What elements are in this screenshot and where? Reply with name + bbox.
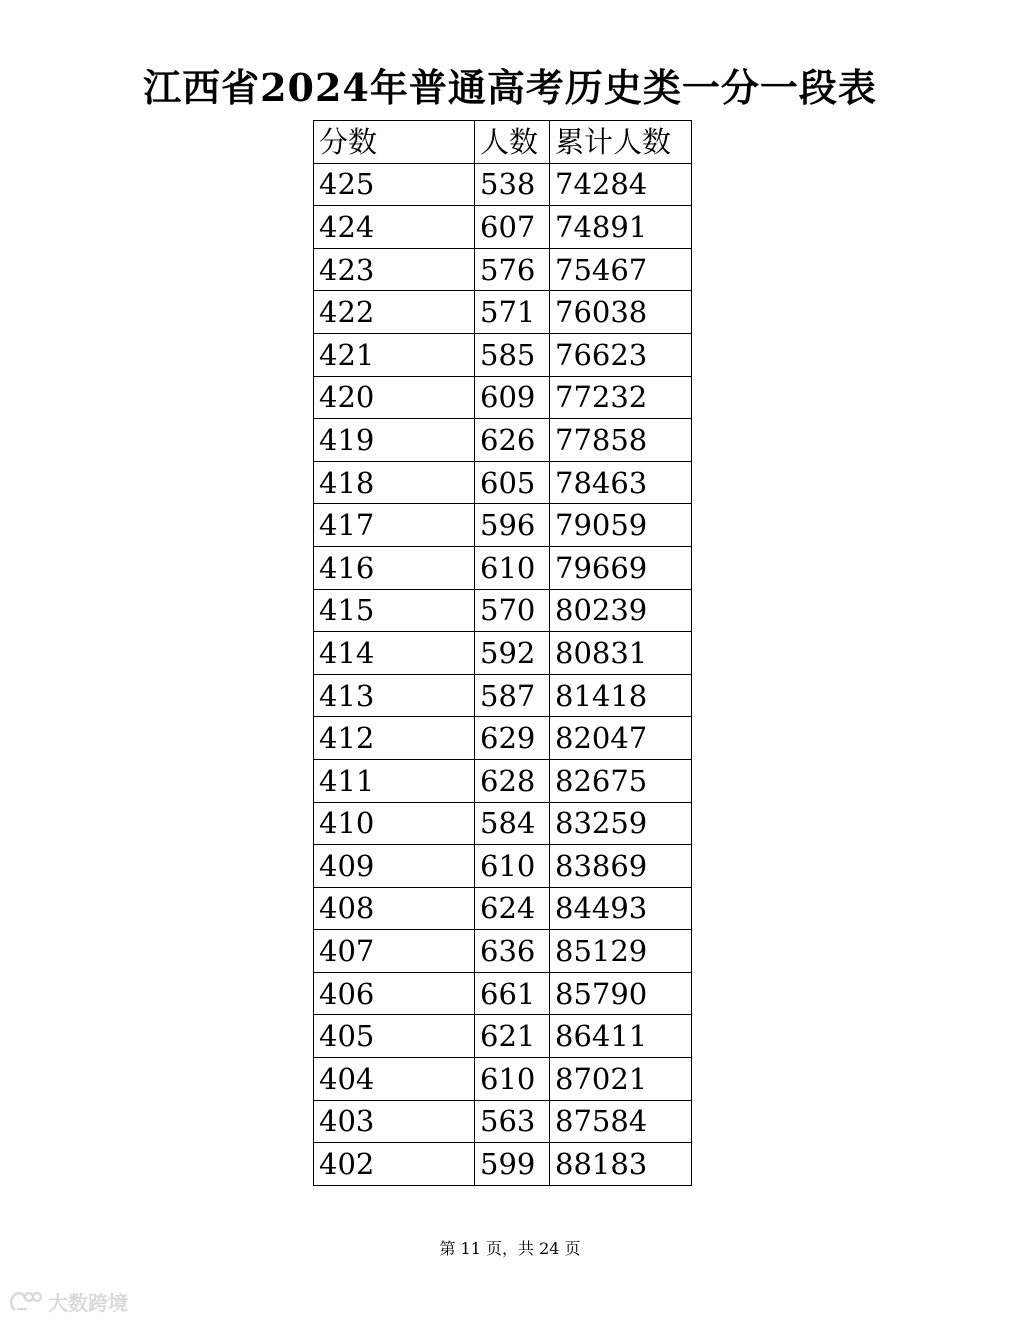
- cell-count: 661: [475, 972, 550, 1015]
- cell-cumulative: 88183: [550, 1143, 692, 1186]
- cell-cumulative: 74284: [550, 163, 692, 206]
- table-row: [314, 163, 692, 206]
- page-footer: 第 11 页，共 24 页: [439, 1239, 581, 1258]
- header-cumulative: 累计人数: [550, 121, 692, 164]
- cell-score: 413: [314, 674, 475, 717]
- table-body: [314, 163, 692, 1185]
- cell-count: 585: [475, 333, 550, 376]
- table-row: [314, 972, 692, 1015]
- cell-count: 636: [475, 930, 550, 973]
- cell-cumulative: 79669: [550, 546, 692, 589]
- cell-cumulative: 86411: [550, 1015, 692, 1058]
- cell-cumulative: 85790: [550, 972, 692, 1015]
- header-score: 分数: [314, 121, 475, 164]
- table-row: [314, 546, 692, 589]
- cell-cumulative: 77858: [550, 419, 692, 462]
- cell-count: 607: [475, 206, 550, 249]
- cell-count: 538: [475, 163, 550, 206]
- table-row: [314, 291, 692, 334]
- cell-score: 411: [314, 759, 475, 802]
- table-row: [314, 206, 692, 249]
- cell-cumulative: 75467: [550, 248, 692, 291]
- cell-score: 423: [314, 248, 475, 291]
- cell-score: 404: [314, 1058, 475, 1101]
- table-row: [314, 248, 692, 291]
- table-row: [314, 930, 692, 973]
- watermark: [8, 1287, 128, 1315]
- cell-cumulative: 80831: [550, 632, 692, 675]
- table-row: [314, 461, 692, 504]
- cell-score: 415: [314, 589, 475, 632]
- cell-cumulative: 79059: [550, 504, 692, 547]
- cell-score: 403: [314, 1100, 475, 1143]
- table-row: [314, 333, 692, 376]
- cell-count: 584: [475, 802, 550, 845]
- cell-score: 419: [314, 419, 475, 462]
- table-row: [314, 1015, 692, 1058]
- cell-score: 416: [314, 546, 475, 589]
- cell-cumulative: 82047: [550, 717, 692, 760]
- cell-cumulative: 80239: [550, 589, 692, 632]
- cell-count: 610: [475, 845, 550, 888]
- cell-count: 626: [475, 419, 550, 462]
- cell-score: 412: [314, 717, 475, 760]
- cell-count: 621: [475, 1015, 550, 1058]
- cell-score: 425: [314, 163, 475, 206]
- cell-count: 599: [475, 1143, 550, 1186]
- cell-cumulative: 76038: [550, 291, 692, 334]
- cell-score: 407: [314, 930, 475, 973]
- cell-count: 629: [475, 717, 550, 760]
- cell-count: 570: [475, 589, 550, 632]
- table-row: [314, 419, 692, 462]
- table-row: [314, 717, 692, 760]
- cell-count: 624: [475, 887, 550, 930]
- cell-cumulative: 83869: [550, 845, 692, 888]
- cell-cumulative: 87584: [550, 1100, 692, 1143]
- cell-score: 409: [314, 845, 475, 888]
- table-row: [314, 845, 692, 888]
- table-row: [314, 887, 692, 930]
- cell-cumulative: 78463: [550, 461, 692, 504]
- table-row: [314, 1058, 692, 1101]
- header-count: 人数: [475, 121, 550, 164]
- cell-count: 563: [475, 1100, 550, 1143]
- cell-score: 420: [314, 376, 475, 419]
- cell-score: 414: [314, 632, 475, 675]
- table-row: [314, 1100, 692, 1143]
- page-title: 江西省2024年普通高考历史类一分一段表: [143, 65, 877, 110]
- cell-score: 421: [314, 333, 475, 376]
- cell-count: 628: [475, 759, 550, 802]
- cell-score: 405: [314, 1015, 475, 1058]
- score-distribution-table: [313, 120, 692, 1186]
- cell-cumulative: 76623: [550, 333, 692, 376]
- cell-count: 605: [475, 461, 550, 504]
- watermark-text: 大数跨境: [48, 1290, 128, 1315]
- cell-count: 592: [475, 632, 550, 675]
- table-row: [314, 589, 692, 632]
- cell-count: 576: [475, 248, 550, 291]
- cell-score: 406: [314, 972, 475, 1015]
- cell-count: 609: [475, 376, 550, 419]
- table-header-row: [314, 121, 692, 164]
- cell-cumulative: 82675: [550, 759, 692, 802]
- cell-count: 610: [475, 546, 550, 589]
- cell-cumulative: 83259: [550, 802, 692, 845]
- cell-score: 422: [314, 291, 475, 334]
- watermark-logo-icon: [8, 1289, 44, 1313]
- cell-score: 402: [314, 1143, 475, 1186]
- cell-score: 424: [314, 206, 475, 249]
- table-row: [314, 376, 692, 419]
- table-row: [314, 802, 692, 845]
- cell-cumulative: 87021: [550, 1058, 692, 1101]
- cell-cumulative: 77232: [550, 376, 692, 419]
- cell-count: 596: [475, 504, 550, 547]
- cell-cumulative: 81418: [550, 674, 692, 717]
- cell-score: 408: [314, 887, 475, 930]
- table-row: [314, 1143, 692, 1186]
- cell-count: 571: [475, 291, 550, 334]
- cell-count: 610: [475, 1058, 550, 1101]
- table-row: [314, 504, 692, 547]
- table-row: [314, 759, 692, 802]
- table-row: [314, 674, 692, 717]
- cell-score: 410: [314, 802, 475, 845]
- cell-cumulative: 74891: [550, 206, 692, 249]
- cell-score: 417: [314, 504, 475, 547]
- table-row: [314, 632, 692, 675]
- cell-score: 418: [314, 461, 475, 504]
- cell-cumulative: 85129: [550, 930, 692, 973]
- cell-cumulative: 84493: [550, 887, 692, 930]
- cell-count: 587: [475, 674, 550, 717]
